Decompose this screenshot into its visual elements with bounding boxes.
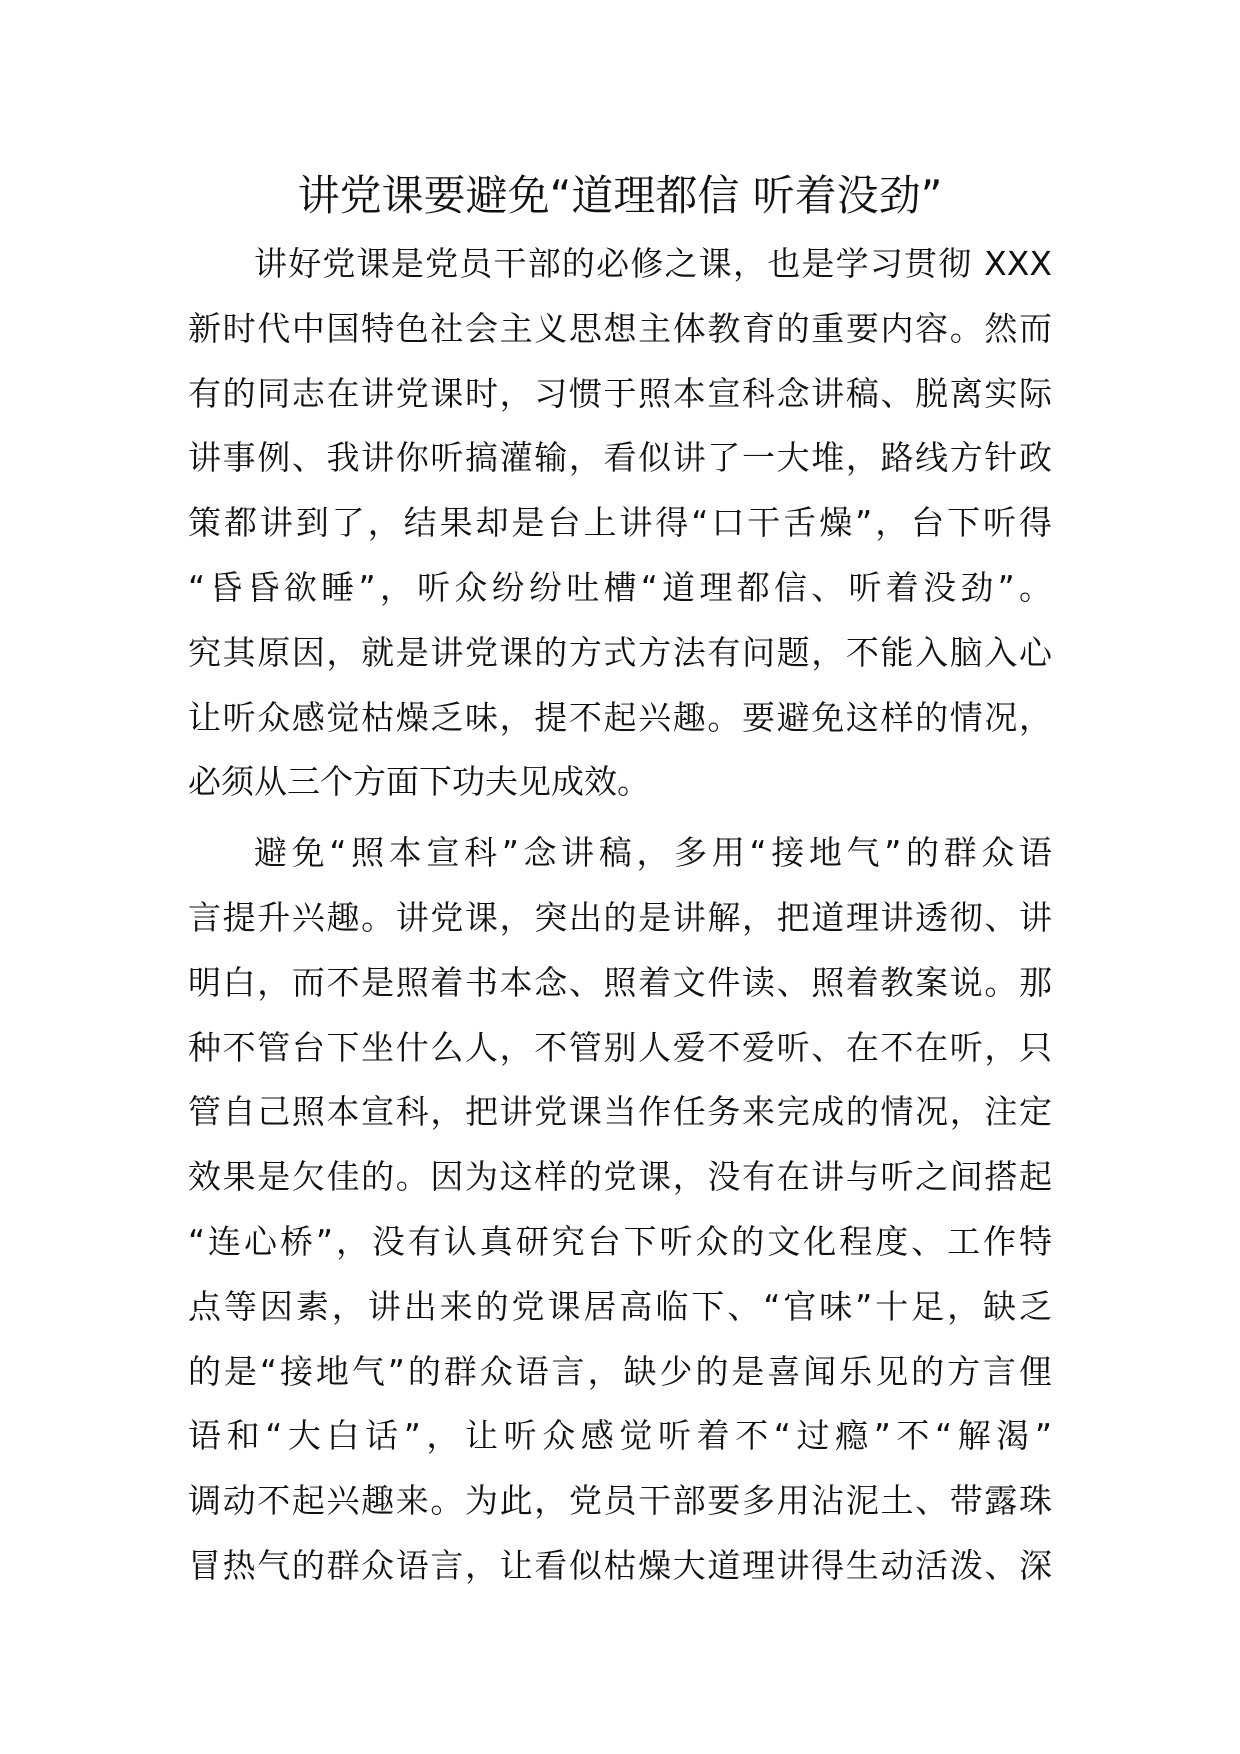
paragraph-line: 避免“照本宣科”念讲稿，多用“接地气”的群众语 [254, 833, 1052, 873]
paragraph-line: 新时代中国特色社会主义思想主体教育的重要内容。然而 [188, 308, 1052, 348]
paragraph-line: “连心桥”，没有认真研究台下听众的文化程度、工作特 [188, 1221, 1052, 1261]
paragraph-line: 讲事例、我讲你听搞灌输，看似讲了一大堆，路线方针政 [188, 438, 1052, 478]
paragraph-line: 效果是欠佳的。因为这样的党课，没有在讲与听之间搭起 [188, 1157, 1052, 1197]
paragraph-line: 讲好党课是党员干部的必修之课，也是学习贯彻 XXX [254, 244, 1052, 283]
paragraph-line: 的是“接地气”的群众语言，缺少的是喜闻乐见的方言俚 [188, 1351, 1052, 1391]
paragraph-line: 言提升兴趣。讲党课，突出的是讲解，把道理讲透彻、讲 [188, 897, 1052, 937]
paragraph-2 [188, 821, 1052, 1599]
paragraph-line: 明白，而不是照着书本念、照着文件读、照着教案说。那 [188, 962, 1052, 1002]
paragraph-line: “昏昏欲睡”，听众纷纷吐槽“道理都信、听着没劲”。 [188, 567, 1052, 607]
paragraph-line: 让听众感觉枯燥乏味，提不起兴趣。要避免这样的情况， [188, 697, 1052, 737]
paragraph-line: 必须从三个方面下功夫见成效。 [188, 762, 650, 802]
paragraph-line: 点等因素，讲出来的党课居高临下、“官味”十足，缺乏 [188, 1286, 1052, 1326]
document-body [188, 232, 1052, 1599]
paragraph-line: 冒热气的群众语言，让看似枯燥大道理讲得生动活泼、深 [188, 1545, 1052, 1585]
paragraph-line: 语和“大白话”，让听众感觉听着不“过瘾”不“解渴” [188, 1416, 1052, 1456]
paragraph-line: 策都讲到了，结果却是台上讲得“口干舌燥”，台下听得 [188, 503, 1052, 543]
paragraph-line: 究其原因，就是讲党课的方式方法有问题，不能入脑入心 [188, 632, 1052, 672]
paragraph-line: 管自己照本宣科，把讲党课当作任务来完成的情况，注定 [188, 1092, 1052, 1132]
document-title: 讲党课要避免“道理都信 听着没劲” [297, 171, 943, 220]
paragraph-line: 调动不起兴趣来。为此，党员干部要多用沾泥土、带露珠 [188, 1481, 1052, 1521]
paragraph-line: 有的同志在讲党课时，习惯于照本宣科念讲稿、脱离实际 [188, 373, 1052, 413]
paragraph-1 [188, 232, 1052, 815]
paragraph-line: 种不管台下坐什么人，不管别人爱不爱听、在不在听，只 [188, 1027, 1052, 1067]
